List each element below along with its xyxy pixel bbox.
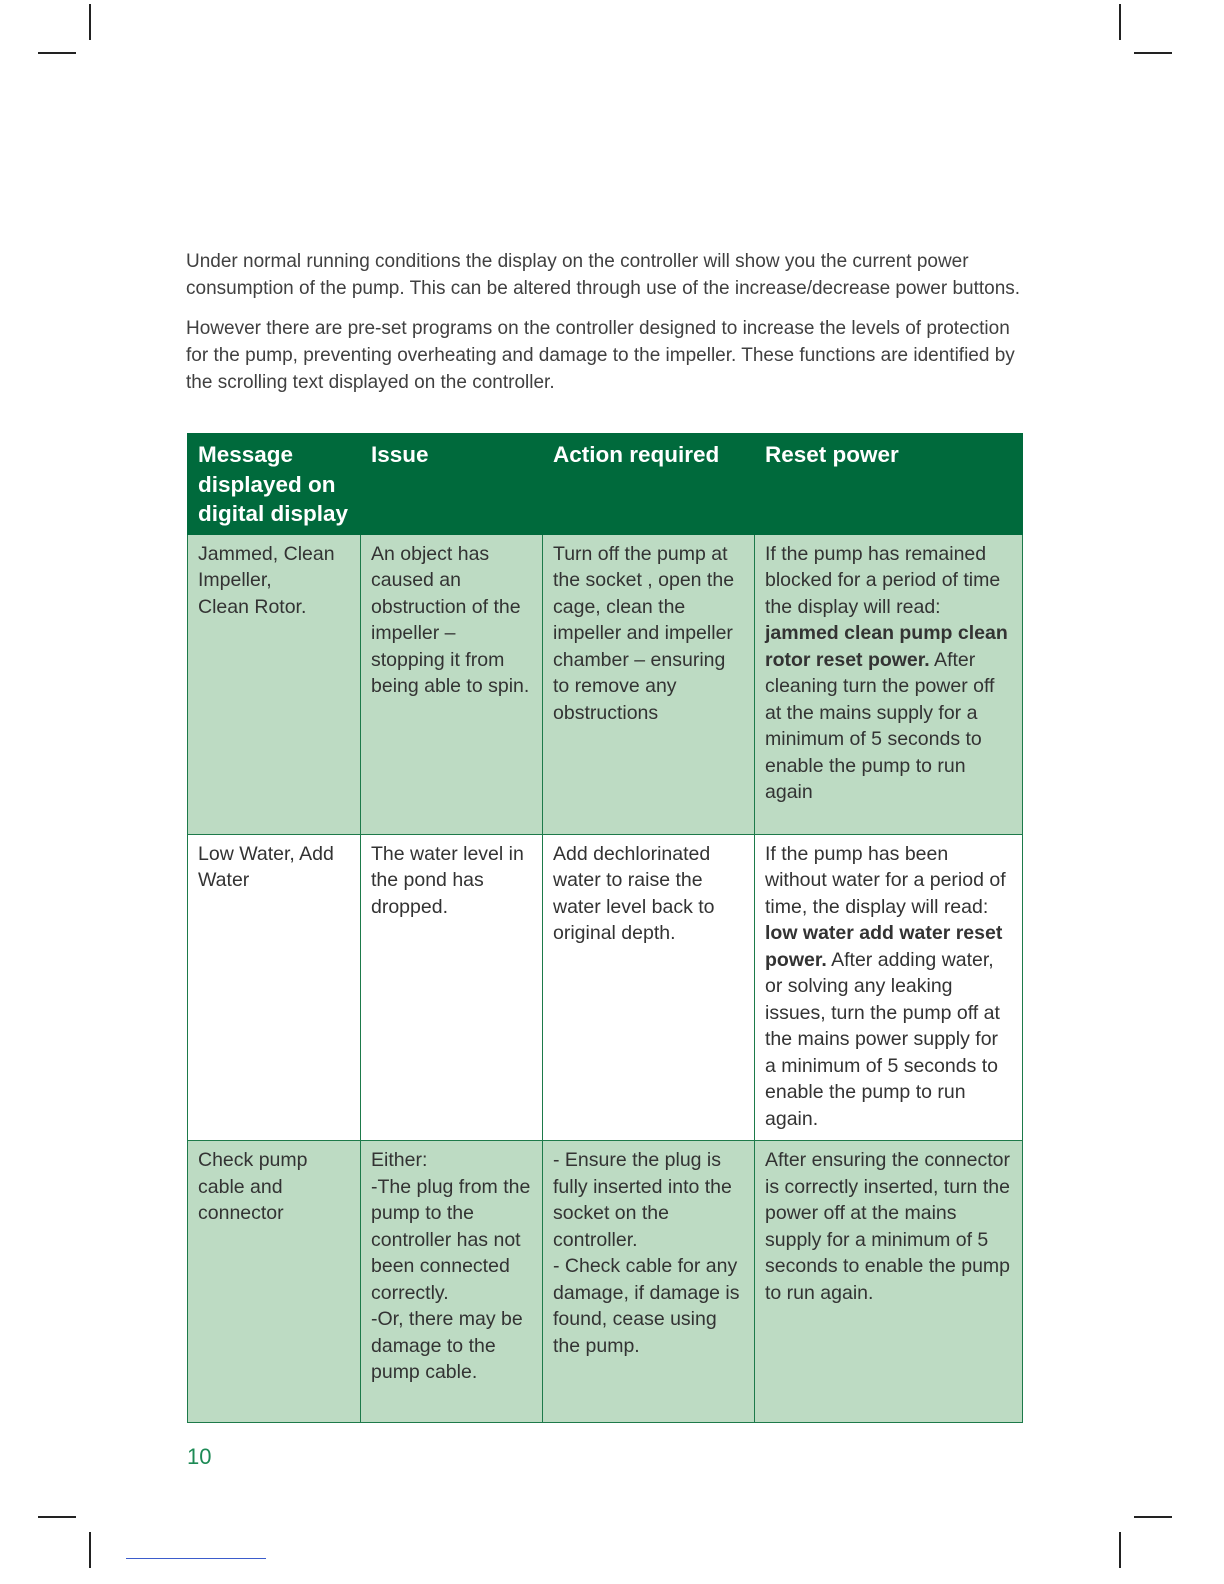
header-issue: Issue xyxy=(361,434,543,535)
troubleshooting-table xyxy=(187,433,1023,1423)
cell-issue: The water level in the pond has dropped. xyxy=(361,834,543,1141)
cell-message xyxy=(188,1141,361,1423)
message-line: connector xyxy=(198,1202,284,1224)
issue-line: -Or, there may be damage to the pump cable. xyxy=(371,1308,523,1383)
reset-text: After cleaning turn the power off at the mains supply for a minimum of 5 seconds to enable the pump to run again xyxy=(765,648,995,803)
crop-mark-top-left-vertical xyxy=(89,4,91,40)
crop-mark-bottom-left-vertical xyxy=(89,1532,91,1568)
cell-reset xyxy=(755,534,1023,834)
reset-display-message: jammed clean pump clean rotor reset power. xyxy=(765,622,1008,671)
reset-text: If the pump has remained blocked for a period of time the display will read: xyxy=(765,542,1001,618)
cell-message xyxy=(188,534,361,834)
crop-mark-bottom-right-vertical xyxy=(1119,1532,1121,1568)
message-line: Water xyxy=(198,869,250,891)
action-line: - Check cable for any damage, if damage is found, cease using the pump. xyxy=(553,1255,740,1357)
crop-mark-top-right-horizontal xyxy=(1134,52,1172,54)
reset-text: If the pump has been without water for a period of time, the display will read: xyxy=(765,842,1006,918)
message-line: Low Water, Add xyxy=(198,842,334,865)
reset-text: After ensuring the connector is correctly inserted, turn the power off at the mains supply for a minimum of 5 seconds to enable the pump to run again. xyxy=(765,1149,1011,1304)
crop-mark-bottom-right-horizontal xyxy=(1134,1516,1172,1518)
message-line: Clean Rotor. xyxy=(198,595,307,618)
table-row xyxy=(188,834,1023,1141)
cell-action: Add dechlorinated water to raise the water level back to original depth. xyxy=(543,834,755,1141)
action-line: - Ensure the plug is fully inserted into the socket on the controller. xyxy=(553,1149,732,1251)
header-action: Action required xyxy=(543,434,755,535)
message-line: Impeller, xyxy=(198,569,272,591)
reset-text: After adding water, or solving any leaking issues, turn the pump off at the mains power supply for a minimum of 5 seconds to enable the pump to run again. xyxy=(765,948,1000,1130)
cell-reset xyxy=(755,834,1023,1141)
header-message: Message displayed on digital display xyxy=(188,434,361,535)
crop-mark-bottom-left-horizontal xyxy=(38,1516,76,1518)
intro-paragraph-1: Under normal running conditions the display on the controller will show you the current power consumption of the pump. This can be altered through use of the increase/decrease power buttons. xyxy=(186,251,1021,299)
table-header-row xyxy=(188,434,1023,535)
cell-reset xyxy=(755,1141,1023,1423)
intro-text xyxy=(186,248,1026,409)
cell-action xyxy=(543,1141,755,1423)
header-reset: Reset power xyxy=(755,434,1023,535)
reset-display-message: low water add water reset power. xyxy=(765,922,1003,971)
table-row xyxy=(188,1141,1023,1423)
page-number: 10 xyxy=(187,1444,212,1469)
cell-message xyxy=(188,834,361,1141)
message-line: Check pump xyxy=(198,1149,308,1171)
message-line: cable and xyxy=(198,1175,283,1198)
crop-mark-top-left-horizontal xyxy=(38,52,76,54)
cell-action: Turn off the pump at the socket , open the cage, clean the impeller and impeller chamber – ensuring to remove any obstructions xyxy=(543,534,755,834)
intro-paragraph-2: However there are pre-set programs on the controller designed to increase the levels of protection for the pump, preventing overheating and damage to the impeller. These functions are identified by the scrolling text displayed on the controller. xyxy=(186,318,1015,393)
table-row xyxy=(188,534,1023,834)
message-line: Jammed, Clean xyxy=(198,542,335,565)
cell-issue: An object has caused an obstruction of the impeller – stopping it from being able to spin. xyxy=(361,534,543,834)
issue-line: -The plug from the pump to the controller has not been connected correctly. xyxy=(371,1175,531,1304)
crop-mark-top-right-vertical xyxy=(1119,4,1121,40)
cell-issue xyxy=(361,1141,543,1423)
issue-line: Either: xyxy=(371,1149,428,1171)
footer-rule xyxy=(126,1558,266,1559)
